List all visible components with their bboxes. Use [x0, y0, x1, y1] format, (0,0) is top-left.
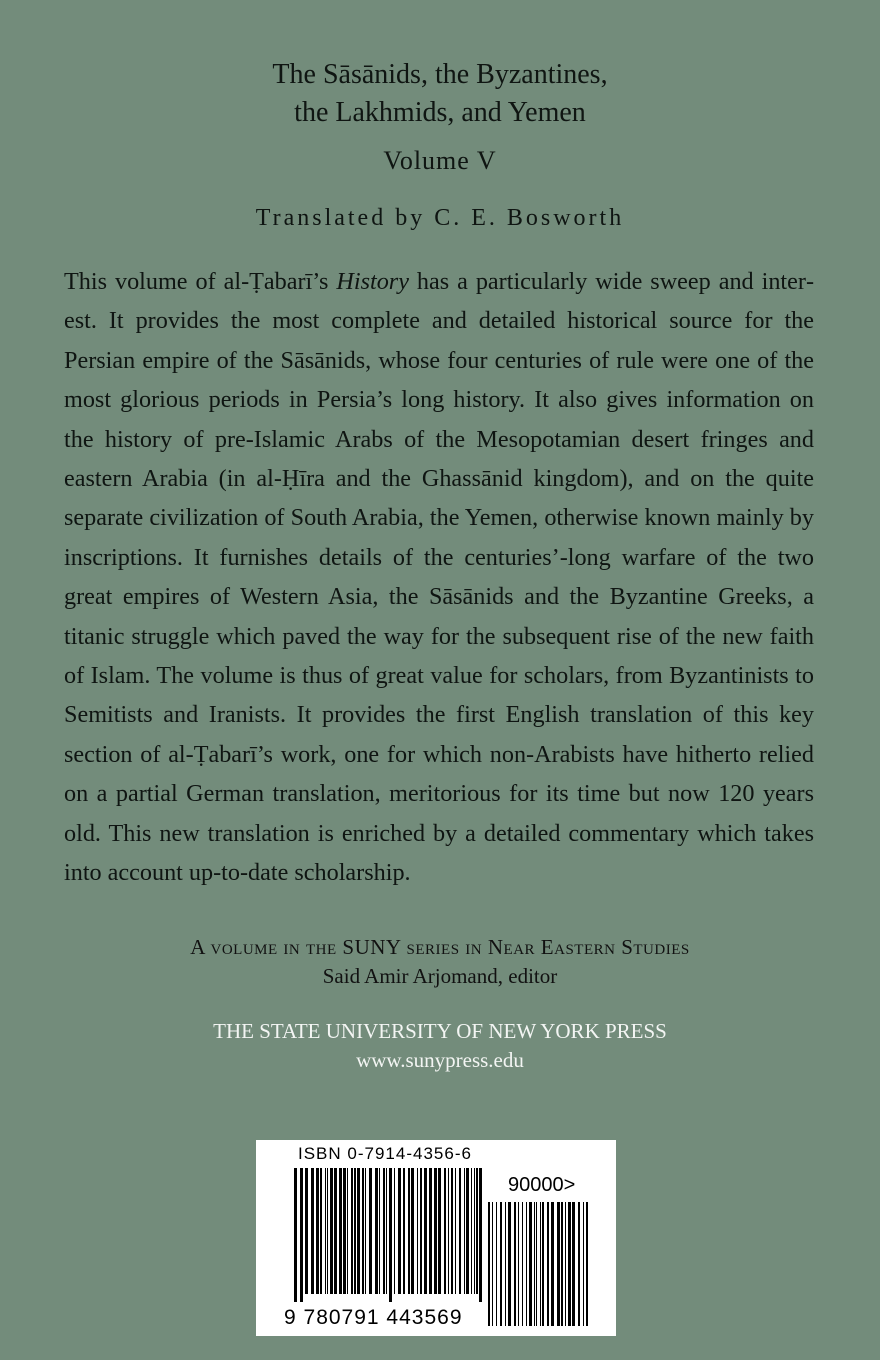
barcode-bar [529, 1202, 532, 1326]
barcode-bar [394, 1168, 395, 1294]
barcode-bar [320, 1168, 322, 1294]
barcode-bar [565, 1202, 566, 1326]
barcode-bar [389, 1168, 392, 1302]
barcode-bar [561, 1202, 563, 1326]
barcode-bar [514, 1202, 516, 1326]
barcode-bar [466, 1168, 469, 1294]
barcode-bar [455, 1168, 456, 1294]
barcode-bar [505, 1202, 506, 1326]
barcode-bar [522, 1202, 523, 1326]
barcode-bar [325, 1168, 326, 1294]
barcode-bar [474, 1168, 475, 1294]
barcode-bar [365, 1168, 366, 1294]
barcode-bar [568, 1202, 571, 1326]
ean-number: 9 780791 443569 [284, 1306, 463, 1329]
barcode-bar [294, 1168, 297, 1302]
barcode-bar [327, 1168, 328, 1294]
barcode-bar [471, 1168, 472, 1294]
barcode-bar [540, 1202, 541, 1326]
barcode-bar [586, 1202, 588, 1326]
barcode-bar [526, 1202, 527, 1326]
barcode-bar [357, 1168, 360, 1294]
barcode-bar [311, 1168, 314, 1294]
barcode-bar [551, 1202, 554, 1326]
series-editor: Said Amir Arjomand, editor [322, 964, 558, 988]
title-line-1: The Sāsānids, the Byzantines, [272, 59, 608, 90]
barcode-main-bars [294, 1168, 484, 1302]
barcode-bar [496, 1202, 497, 1326]
barcode-bar [347, 1168, 348, 1294]
description-italic-title: History [336, 268, 409, 295]
barcode-bar [536, 1202, 537, 1326]
barcode-bar [464, 1168, 465, 1294]
barcode-bar [557, 1202, 560, 1326]
barcode-bar [398, 1168, 401, 1294]
publisher-website: www.sunypress.edu [356, 1048, 524, 1072]
barcode-bar [448, 1168, 449, 1294]
isbn-label: ISBN 0-7914-4356-6 [298, 1144, 472, 1163]
barcode-bar [411, 1168, 414, 1294]
barcode-bar [334, 1168, 337, 1294]
barcode-bar [572, 1202, 575, 1326]
barcode-bar [444, 1168, 446, 1294]
barcode-bar [459, 1168, 461, 1294]
barcode-bar [379, 1168, 380, 1294]
barcode-bar [408, 1168, 410, 1294]
barcode-bar [343, 1168, 346, 1294]
barcode-addon-bars [488, 1202, 588, 1326]
barcode-bar [354, 1168, 356, 1294]
barcode-bar [386, 1168, 387, 1294]
book-description [64, 262, 814, 893]
barcode-bar [417, 1168, 418, 1294]
barcode-main-icon [294, 1168, 484, 1302]
barcode-bar [424, 1168, 427, 1294]
barcode-bar [547, 1202, 549, 1326]
series-info [0, 933, 880, 991]
barcode-panel [256, 1140, 616, 1336]
description-part-1: This volume of al-Ṭabarī’s [64, 268, 337, 295]
barcode-bar [403, 1168, 405, 1294]
barcode-bar [492, 1202, 493, 1326]
barcode-bar [479, 1168, 482, 1302]
publisher-info [0, 1017, 880, 1075]
barcode-bar [451, 1168, 453, 1294]
barcode-bar [362, 1168, 364, 1294]
barcode-bar [383, 1168, 385, 1294]
price-code: 90000> [508, 1174, 576, 1196]
barcode-bar [518, 1202, 519, 1326]
barcode-bar [438, 1168, 441, 1294]
book-title [0, 56, 880, 132]
barcode-bar [316, 1168, 319, 1294]
barcode-bar [351, 1168, 353, 1294]
barcode-bar [434, 1168, 437, 1294]
barcode-bar [578, 1202, 580, 1326]
barcode-addon-icon [488, 1202, 588, 1326]
publisher-name: THE STATE UNIVERSITY OF NEW YORK PRESS [213, 1019, 667, 1043]
barcode-bar [330, 1168, 333, 1294]
title-line-2: the Lakhmids, and Yemen [294, 97, 586, 128]
barcode-bar [583, 1202, 584, 1326]
barcode-bar [488, 1202, 490, 1326]
barcode-bar [542, 1202, 544, 1326]
barcode-bar [305, 1168, 308, 1294]
barcode-bar [375, 1168, 378, 1294]
description-part-2: has a particularly wide sweep and interest. It provides the most complete and detailed historical source for the Persian empire of the Sāsānids, whose four centuries of rule were one of the most glorious periods in Persia’s long history. It also gives information on the history of pre-Islamic Arabs of the Mesopotamian desert fringes and eastern Arabia (in al-Ḥīra and the Ghassānid kingdom), and on the quite separate civilization of South Arabia, the Yemen, otherwise known mainly by inscriptions. It furnishes details of the centuries’-long warfare of the two great empires of Western Asia, the Sāsānids and the Byzantine Greeks, a titanic struggle which paved the way for the subsequent rise of the new faith of Islam. The volume is thus of great value for scholars, from Byzantinists to Semitists and Iranists. It provides the first English translation of this key section of al-Ṭabarī’s work, one for which non-Arabists have hitherto relied on a partial German translation, meritorious for its time but now 120 years old. This new translation is enriched by a detailed commentary which takes into account up-to-date scholarship. [64, 268, 814, 887]
series-line: A volume in the SUNY series in Near Eastern Studies [190, 935, 690, 959]
barcode-bar [369, 1168, 372, 1294]
barcode-bar [429, 1168, 432, 1294]
barcode-bar [534, 1202, 535, 1326]
barcode-bar [300, 1168, 303, 1302]
volume-label: Volume V [383, 146, 497, 175]
barcode-bar [508, 1202, 511, 1326]
barcode-bar [476, 1168, 478, 1294]
barcode-bar [500, 1202, 502, 1326]
translator-credit: Translated by C. E. Bosworth [255, 205, 625, 231]
barcode-bar [339, 1168, 342, 1294]
barcode-bar [420, 1168, 422, 1294]
